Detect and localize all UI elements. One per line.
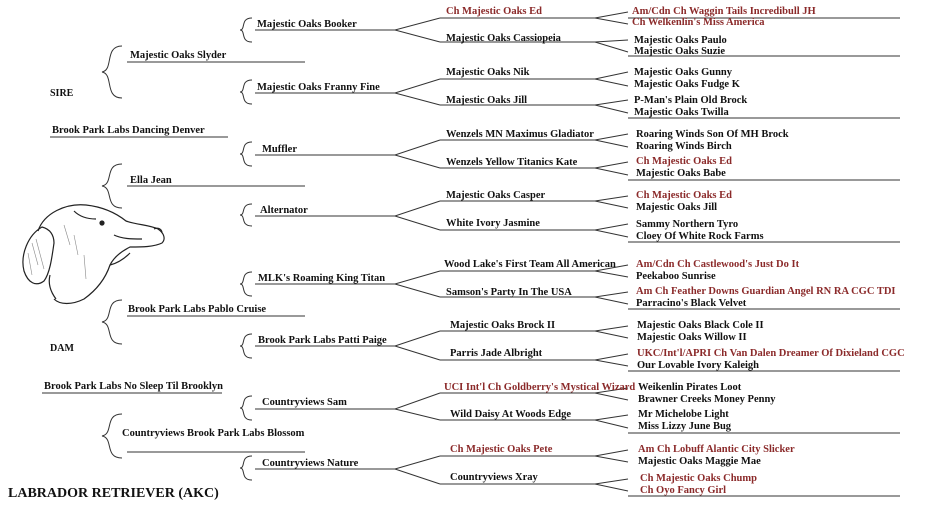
gen1-dam: Brook Park Labs No Sleep Til Brooklyn [44,381,223,392]
gen4-ancestor: Parris Jade Albright [450,348,543,359]
gen5-ancestor: Majestic Oaks Twilla [634,107,729,118]
gen5-ancestor: Parracino's Black Velvet [636,298,747,309]
gen4-ancestor: Ch Majestic Oaks Ed [446,6,542,17]
gen4-ancestor: Majestic Oaks Jill [446,95,528,106]
gen5-ancestor: Ch Majestic Oaks Chump [640,473,757,484]
gen2-ancestor: Countryviews Brook Park Labs Blossom [122,428,305,439]
gen5-ancestor: Majestic Oaks Jill [636,202,718,213]
gen4-ancestor: Wild Daisy At Woods Edge [450,409,571,420]
gen5-ancestor: Cloey Of White Rock Farms [636,231,764,242]
gen5-ancestor: Roaring Winds Son Of MH Brock [636,129,789,140]
gen2-ancestor: Brook Park Labs Pablo Cruise [128,304,267,315]
gen4-ancestor: Countryviews Xray [450,472,538,483]
sire-label: SIRE [50,88,74,99]
gen3-ancestor: MLK's Roaming King Titan [258,273,386,284]
gen5-ancestor: Majestic Oaks Maggie Mae [638,456,761,467]
gen3-ancestor: Majestic Oaks Franny Fine [257,82,380,93]
gen3-ancestor: Countryviews Nature [262,458,359,469]
gen5-ancestor: Majestic Oaks Babe [636,168,726,179]
gen5-ancestor: Ch Oyo Fancy Girl [640,485,727,496]
gen3-ancestor: Brook Park Labs Patti Paige [258,335,387,346]
gen5-ancestor: Peekaboo Sunrise [636,271,716,282]
gen5-ancestor: Am Ch Feather Downs Guardian Angel RN RA CGC TDI [636,286,896,297]
labrador-head-illustration [14,195,174,307]
gen5-ancestor: Ch Majestic Oaks Ed [636,156,732,167]
gen5-ancestor: Am/Cdn Ch Waggin Tails Incredibull JH [632,6,816,17]
gen5-ancestor: Majestic Oaks Black Cole II [637,320,764,331]
gen1-sire: Brook Park Labs Dancing Denver [52,125,205,136]
gen5-ancestor: Majestic Oaks Fudge K [634,79,740,90]
gen4-ancestor: Wenzels MN Maximus Gladiator [446,129,594,140]
gen5-ancestor: Am Ch Lobuff Alantic City Slicker [638,444,795,455]
dam-label: DAM [50,343,74,354]
gen3-ancestor: Muffler [262,144,297,155]
gen4-ancestor: Majestic Oaks Brock II [450,320,556,331]
gen2-ancestor: Majestic Oaks Slyder [130,50,227,61]
gen5-ancestor: UKC/Int'l/APRI Ch Van Dalen Dreamer Of Dixieland CGC [637,348,905,359]
gen5-ancestor: Majestic Oaks Gunny [634,67,733,78]
gen5-ancestor: Ch Majestic Oaks Ed [636,190,732,201]
gen4-ancestor: UCI Int'l Ch Goldberry's Mystical Wizard [444,382,636,393]
gen4-ancestor: Wood Lake's First Team All American [444,259,616,270]
gen3-ancestor: Countryviews Sam [262,397,347,408]
gen5-ancestor: Sammy Northern Tyro [636,219,739,230]
gen5-ancestor: Am/Cdn Ch Castlewood's Just Do It [636,259,800,270]
breed-title: LABRADOR RETRIEVER (AKC) [8,486,219,501]
gen3-ancestor: Majestic Oaks Booker [257,19,357,30]
gen4-ancestor: White Ivory Jasmine [446,218,540,229]
gen3-ancestor: Alternator [260,205,308,216]
gen4-ancestor: Samson's Party In The USA [446,287,572,298]
gen5-ancestor: Mr Michelobe Light [638,409,729,420]
gen5-ancestor: Ch Welkenlin's Miss America [632,17,765,28]
gen5-ancestor: Our Lovable Ivory Kaleigh [637,360,760,371]
gen4-ancestor: Majestic Oaks Nik [446,67,530,78]
gen2-ancestor: Ella Jean [130,175,172,186]
gen4-ancestor: Majestic Oaks Casper [446,190,546,201]
gen4-ancestor: Ch Majestic Oaks Pete [450,444,553,455]
gen5-ancestor: Weikenlin Pirates Loot [638,382,742,393]
gen5-ancestor: Majestic Oaks Willow II [637,332,747,343]
gen5-ancestor: Brawner Creeks Money Penny [638,394,776,405]
gen5-ancestor: P-Man's Plain Old Brock [634,95,748,106]
gen5-ancestor: Majestic Oaks Suzie [634,46,725,57]
gen5-ancestor: Majestic Oaks Paulo [634,35,727,46]
gen5-ancestor: Miss Lizzy June Bug [638,421,732,432]
gen4-ancestor: Majestic Oaks Cassiopeia [446,33,561,44]
gen5-ancestor: Roaring Winds Birch [636,141,732,152]
gen4-ancestor: Wenzels Yellow Titanics Kate [446,157,578,168]
